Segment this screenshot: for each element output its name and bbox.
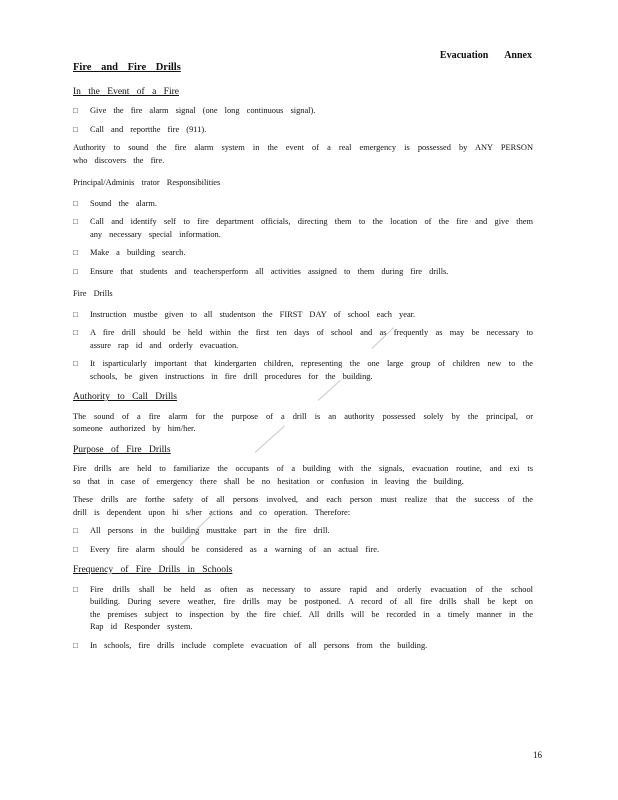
authority-paragraph: Authority to sound the fire alarm system in the event of a real emergency is possessed by ANY PERSON who discovers the fire. (73, 143, 533, 165)
bullet-icon: □ (73, 359, 78, 368)
list-item-text: Fire drills shall be held as often as necessary to assure rapid and orderly evacuation of the school building. During severe weather, fire drills may be postponed. A record of all fire drills shall be kept on the premises subject to inspection by the fire chief. All drills will be recorded in a timely manner in the Rap id Responder system. (90, 584, 533, 631)
purpose-heading: Purpose of Fire Drills (73, 444, 171, 455)
bullet-icon: □ (73, 248, 78, 257)
principal-heading: Principal/Adminis trator Responsibilities (73, 178, 221, 187)
list-item (73, 584, 533, 634)
frequency-list (73, 584, 533, 653)
page-title: Fire and Fire Drills (73, 62, 181, 73)
page-number: 16 (533, 750, 542, 760)
list-item-text: Sound the alarm. (90, 198, 157, 208)
list-item-text: Instruction mustbe given to all studentson the FIRST DAY of school each year. (90, 309, 416, 319)
bullet-icon: □ (73, 217, 78, 226)
list-item-text: A fire drill should be held within the first ten days of school and as frequently as may be necessary to assure rap id and orderly evacuation. (90, 328, 533, 350)
bullet-icon: □ (73, 584, 78, 594)
bullet-icon: □ (73, 526, 78, 535)
authority-call-heading: Authority to Call Drills (73, 392, 177, 402)
list-item-text: Give the fire alarm signal (one long continuous signal). (90, 106, 316, 115)
list-item (73, 309, 533, 322)
list-item (73, 358, 533, 383)
bullet-icon: □ (73, 266, 78, 276)
bullet-icon: □ (73, 328, 78, 337)
annex-header: Evacuation Annex (439, 50, 532, 61)
list-item-text: It isparticularly important that kindergarten children, representing the one large group of children new to the schools, be given instructions in fire drill procedures for the building. (90, 359, 533, 381)
list-item (73, 266, 533, 279)
list-item-text: Ensure that students and teachersperform all activities assigned to them during fire drills. (90, 266, 449, 276)
bullet-icon: □ (73, 640, 78, 650)
bullet-icon: □ (73, 198, 78, 208)
list-item-text: Call and reportthe fire (911). (90, 124, 207, 134)
event-heading: In the Event of a Fire (73, 86, 179, 97)
authority-call-paragraph: The sound of a fire alarm for the purpose of a drill is an authority possessed solely by the principal, or someone authorized by him/her. (73, 411, 533, 433)
list-item (73, 247, 533, 260)
event-list (73, 105, 533, 136)
purpose-paragraph-1: Fire drills are held to familiarize the occupants of a building with the signals, evacuation routine, and exi ts so that in case of emergency there shall be no hesitation or confusion in leaving the building. (73, 464, 533, 486)
list-item (73, 544, 533, 557)
list-item (73, 327, 533, 352)
bullet-icon: □ (73, 544, 78, 554)
list-item-text: Every fire alarm should be considered as a warning of an actual fire. (90, 544, 380, 554)
list-item (73, 198, 533, 211)
bullet-icon: □ (73, 124, 78, 134)
fire-drills-heading: Fire Drills (73, 289, 113, 298)
bullet-icon: □ (73, 106, 78, 115)
list-item-text: In schools, fire drills include complete evacuation of all persons from the building. (90, 640, 428, 650)
drills-list (73, 309, 533, 384)
document-body (73, 62, 533, 658)
list-item (73, 105, 533, 118)
purpose-list (73, 525, 533, 556)
list-item-text: Make a building search. (90, 248, 186, 257)
principal-list (73, 198, 533, 279)
list-item (73, 525, 533, 538)
list-item (73, 640, 533, 653)
purpose-paragraph-2: These drills are forthe safety of all persons involved, and each person must realize that the success of the drill is dependent upon hi s/her actions and co operation. Therefore: (73, 495, 533, 517)
bullet-icon: □ (73, 309, 78, 319)
frequency-heading: Frequency of Fire Drills in Schools (73, 565, 233, 575)
list-item-text: Call and identify self to fire department officials, directing them to the location of the fire and give them any necessary special information. (90, 217, 533, 239)
list-item-text: All persons in the building musttake part in the fire drill. (90, 526, 330, 535)
list-item (73, 216, 533, 241)
list-item (73, 124, 533, 137)
